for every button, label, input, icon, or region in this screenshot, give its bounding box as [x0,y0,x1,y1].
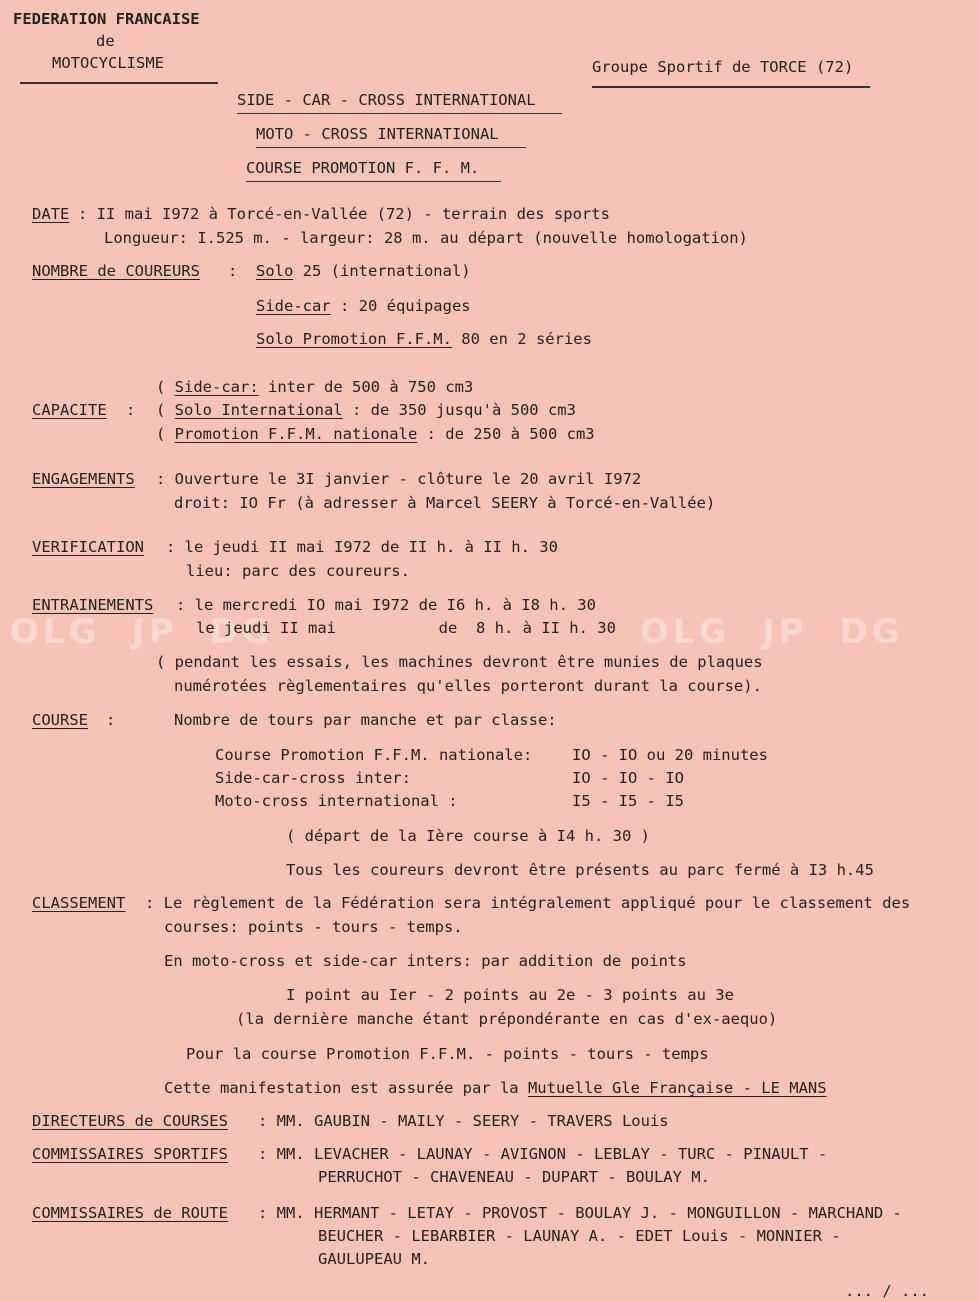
training-label: ENTRAINEMENTS [32,596,154,614]
ranking-line-6: Pour la course Promotion F.F.M. - points - tours - temps [186,1045,709,1063]
training-note-1: ( pendant les essais, les machines devront être munies de plaques [156,653,763,671]
road-commissioners-label: COMMISSAIRES de ROUTE [32,1204,228,1222]
ranking-line-2: courses: points - tours - temps. [164,918,463,936]
entries-line-2: droit: IO Fr (à adresser à Marcel SEERY à Torcé-en-Vallée) [174,494,716,512]
training-line-2: le jeudi II mai de 8 h. à II h. 30 [196,619,616,637]
riders-item: Solo Promotion F.F.M. 80 en 2 séries [256,330,592,348]
continued-marker: ... / ... [845,1282,929,1300]
capacity-item: ( Solo International : de 350 jusqu'à 500 cm3 [156,401,576,419]
verification-line-1: : le jeudi II mai I972 de II h. à II h. 30 [166,538,558,556]
sport-commissioners-label: COMMISSAIRES SPORTIFS [32,1145,228,1163]
course-sep: : [106,711,116,729]
watermark: OLG JP DG [10,612,274,652]
course-presence: Tous les coureurs devront être présents au parc fermé à I3 h.45 [286,861,874,879]
course-row-value: IO - IO - IO [572,769,684,787]
insurance-line: Cette manifestation est assurée par la Mutuelle Gle Française - LE MANS [164,1079,827,1097]
ranking-line-1: : Le règlement de la Fédération sera intégralement appliqué pour le classement des [145,894,911,912]
riders-item: Solo 25 (international) [256,262,471,280]
course-start: ( départ de la Ière course à I4 h. 30 ) [286,827,650,845]
directors-label: DIRECTEURS de COURSES [32,1112,228,1130]
title-promotion: COURSE PROMOTION F. F. M. [246,159,480,177]
course-row-name: Side-car-cross inter: [215,769,411,787]
riders-label: NOMBRE de COUREURS [32,262,200,280]
capacity-sep: : [126,401,136,419]
title-rule-1 [237,113,562,114]
watermark: OLG JP DG [640,612,904,652]
ranking-label: CLASSEMENT [32,894,126,912]
title-moto-cross: MOTO - CROSS INTERNATIONAL [256,125,499,143]
riders-item: Side-car : 20 équipages [256,297,471,315]
entries-line-1: : Ouverture le 3I janvier - clôture le 20 avril I972 [156,470,642,488]
title-rule-3 [246,181,501,182]
course-row-value: IO - IO ou 20 minutes [572,746,768,764]
federation-line-2: de [96,32,115,50]
ranking-line-5: (la dernière manche étant prépondérante en cas d'ex-aequo) [236,1010,778,1028]
entries-label: ENGAGEMENTS [32,470,135,488]
sport-commissioners-line-2: PERRUCHOT - CHAVENEAU - DUPART - BOULAY M. [318,1168,710,1186]
federation-line-1: FEDERATION FRANCAISE [13,10,200,28]
federation-line-3: MOTOCYCLISME [52,54,164,72]
date-label: DATE [32,205,70,223]
road-commissioners-line-1: : MM. HERMANT - LETAY - PROVOST - BOULAY J. - MONGUILLON - MARCHAND - [258,1204,902,1222]
course-row-name: Moto-cross international : [215,792,458,810]
riders-sep: : [228,262,238,280]
date-line-1: : II mai I972 à Torcé-en-Vallée (72) - terrain des sports [78,205,610,223]
sport-commissioners-line-1: : MM. LEVACHER - LAUNAY - AVIGNON - LEBLAY - TURC - PINAULT - [258,1145,828,1163]
training-line-1: : le mercredi IO mai I972 de I6 h. à I8 h. 30 [176,596,596,614]
title-side-car: SIDE - CAR - CROSS INTERNATIONAL [237,91,536,109]
directors-line-1: : MM. GAUBIN - MAILY - SEERY - TRAVERS Louis [258,1112,669,1130]
header-rule-left [20,82,218,84]
header-rule-right [592,86,870,88]
verification-label: VERIFICATION [32,538,144,556]
ranking-line-4: I point au Ier - 2 points au 2e - 3 points au 3e [286,986,734,1004]
course-intro: Nombre de tours par manche et par classe: [174,711,557,729]
verification-line-2: lieu: parc des coureurs. [186,562,410,580]
capacity-item: ( Side-car: inter de 500 à 750 cm3 [156,378,474,396]
capacity-item: ( Promotion F.F.M. nationale : de 250 à 500 cm3 [156,425,595,443]
training-note-2: numérotées règlementaires qu'elles porteront durant la course). [174,677,762,695]
club-name: Groupe Sportif de TORCE (72) [592,58,854,76]
course-row-name: Course Promotion F.F.M. nationale: [215,746,533,764]
course-label: COURSE [32,711,88,729]
course-row-value: I5 - I5 - I5 [572,792,684,810]
capacity-label: CAPACITE [32,401,107,419]
title-rule-2 [256,147,526,148]
road-commissioners-line-3: GAULUPEAU M. [318,1250,430,1268]
ranking-line-3: En moto-cross et side-car inters: par addition de points [164,952,687,970]
date-line-2: Longueur: I.525 m. - largeur: 28 m. au départ (nouvelle homologation) [104,229,748,247]
road-commissioners-line-2: BEUCHER - LEBARBIER - LAUNAY A. - EDET Louis - MONNIER - [318,1227,841,1245]
